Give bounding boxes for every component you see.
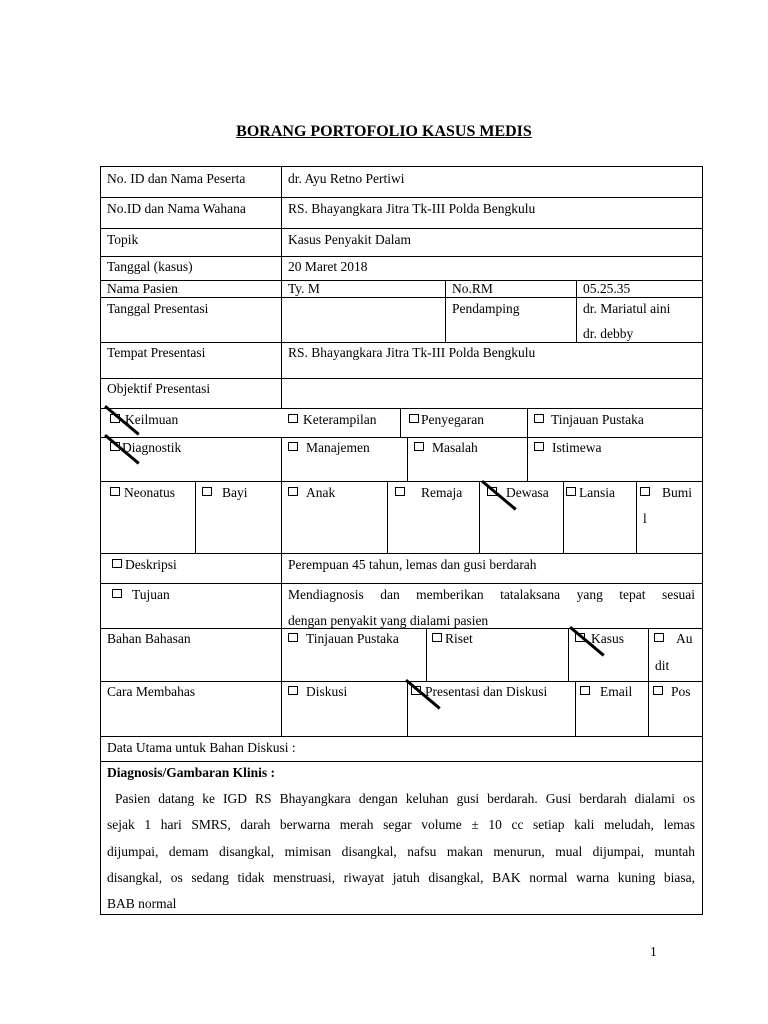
column-divider [407,681,408,736]
option-label: Presentasi dan Diskusi [425,684,548,699]
checkbox-icon [112,559,122,568]
option-label: Bumi [662,485,693,500]
checkbox-icon [534,442,544,451]
row-divider [100,583,703,584]
checkbox-anak[interactable] [288,485,335,501]
row-divider [100,197,703,198]
checkbox-icon [395,487,405,496]
column-divider [527,408,528,437]
option-label: Remaja [421,485,463,500]
label-tanggal-presentasi: Tanggal Presentasi [107,301,209,316]
page-number: 1 [650,944,657,959]
label-no-rm: No.RM [452,281,493,296]
option-label: Dewasa [506,485,549,500]
checkbox-icon [414,442,424,451]
value-pendamping-2: dr. debby [583,326,634,341]
label-bahan-bahasan: Bahan Bahasan [107,631,191,646]
column-divider [281,553,282,628]
option-label: Diskusi [306,684,348,699]
option-label: Riset [445,631,473,646]
checkbox-icon [580,686,590,695]
option-label: Anak [306,485,336,500]
column-divider [527,437,528,481]
label-tanggal: Tanggal (kasus) [107,259,193,274]
value-tujuan-line-2: dengan penyakit yang dialami pasien [288,613,489,628]
value-topik: Kasus Penyakit Dalam [288,232,411,247]
column-divider [281,481,282,553]
option-label: Penyegaran [421,412,484,427]
checkbox-diskusi[interactable] [288,684,347,700]
option-label: Tinjauan Pustaka [551,412,644,427]
checkbox-icon [112,589,122,598]
checkbox-manajemen[interactable] [288,440,370,456]
checkbox-icon [288,414,298,423]
option-label: Tujuan [132,587,170,602]
column-divider [648,628,649,681]
label-cara-membahas: Cara Membahas [107,684,196,699]
row-divider [100,437,703,438]
row-divider [100,297,703,298]
diagnosis-line: disangkal, os sedang tidak menstruasi, riwayat jatuh disangkal, BAK normal warna kuning biasa, [107,870,695,885]
column-divider [479,481,480,553]
diagnosis-line: sejak 1 hari SMRS, darah berwarna merah segar volume ± 10 cc setiap kali meludah, lemas [107,817,695,832]
checkbox-icon [653,686,663,695]
checkbox-icon [432,633,442,642]
column-divider [426,628,427,681]
column-divider [568,628,569,681]
value-tujuan-line-1: Mendiagnosis dan memberikan tatalaksana yang tepat sesuai [288,587,695,602]
row-divider [100,553,703,554]
option-label: Deskripsi [125,557,177,572]
row-divider [100,481,703,482]
option-label: Manajemen [306,440,370,455]
checkbox-icon [288,686,298,695]
checkbox-audit[interactable] [654,631,693,647]
option-label: Kasus [591,631,624,646]
checkbox-bayi[interactable] [202,485,248,501]
column-divider [387,481,388,553]
column-divider [407,437,408,481]
checkbox-icon [288,633,298,642]
column-divider [576,280,577,342]
checkbox-icon [640,487,650,496]
column-divider [281,628,282,736]
option-label: Bayi [222,485,248,500]
row-divider [100,736,703,737]
value-pendamping-1: dr. Mariatul aini [583,301,671,316]
checkbox-pos[interactable] [653,684,691,700]
checkbox-icon [110,487,120,496]
checkbox-icon [566,487,576,496]
row-divider [100,408,703,409]
row-divider [100,761,703,762]
checkbox-riset[interactable] [432,631,473,647]
checkbox-tujuan[interactable] [112,587,170,603]
label-objektif: Objektif Presentasi [107,381,211,396]
column-divider [281,437,282,481]
diagnosis-line: dijumpai, demam disangkal, mimisan disangkal, nafsu makan menurun, mual dijumpai, muntah [107,844,695,859]
column-divider [195,481,196,553]
label-topik: Topik [107,232,139,247]
checkbox-tinjauan-pustaka[interactable] [534,412,644,428]
row-divider [100,228,703,229]
checkbox-email[interactable] [580,684,632,700]
row-divider [100,681,703,682]
option-label: Masalah [432,440,478,455]
value-no-rm: 05.25.35 [583,281,631,296]
column-divider [445,280,446,342]
checkbox-icon [654,633,664,642]
checkbox-masalah[interactable] [414,440,478,456]
value-nama-pasien: Ty. M [288,281,320,296]
checkbox-presentasi-diskusi[interactable] [411,684,547,700]
column-divider [281,166,282,408]
checkbox-icon [409,414,419,423]
document-title: BORANG PORTOFOLIO KASUS MEDIS [236,123,532,140]
option-label: Au [676,631,693,646]
option-label-continued: l [643,511,647,526]
column-divider [400,408,401,437]
value-peserta: dr. Ayu Retno Pertiwi [288,171,405,186]
label-data-utama: Data Utama untuk Bahan Diskusi : [107,740,296,755]
option-label: Neonatus [124,485,175,500]
value-deskripsi: Perempuan 45 tahun, lemas dan gusi berdarah [288,557,537,572]
checkbox-neonatus[interactable] [110,485,175,501]
column-divider [575,681,576,736]
column-divider [563,481,564,553]
label-peserta: No. ID dan Nama Peserta [107,171,246,186]
checkbox-icon [288,487,298,496]
option-label: Keilmuan [125,412,179,427]
checkbox-lansia[interactable] [566,485,615,501]
diagnosis-line: Pasien datang ke IGD RS Bhayangkara dengan keluhan gusi berdarah. Gusi berdarah dialami os [115,791,695,806]
checkbox-keterampilan[interactable] [288,412,376,428]
value-wahana: RS. Bhayangkara Jitra Tk-III Polda Bengkulu [288,201,536,216]
column-divider [648,681,649,736]
option-label: Diagnostik [122,440,182,455]
option-label-continued: dit [655,658,670,673]
option-label: Lansia [579,485,615,500]
checkbox-tinjauan-pustaka-bahan[interactable] [288,631,399,647]
row-divider [100,256,703,257]
value-tanggal: 20 Maret 2018 [288,259,368,274]
column-divider [636,481,637,553]
checkbox-istimewa[interactable] [534,440,602,456]
checkbox-penyegaran[interactable] [409,412,484,428]
checkbox-deskripsi[interactable] [112,557,177,573]
row-divider [100,342,703,343]
option-label: Istimewa [552,440,602,455]
checkbox-icon [202,487,212,496]
checkbox-icon [534,414,544,423]
value-tempat: RS. Bhayangkara Jitra Tk-III Polda Bengkulu [288,345,536,360]
checkbox-icon [288,442,298,451]
label-wahana: No.ID dan Nama Wahana [107,201,246,216]
option-label: Tinjauan Pustaka [306,631,399,646]
option-label: Keterampilan [303,412,377,427]
option-label: Email [600,684,633,699]
diagnosis-line: BAB normal [107,896,177,911]
checkbox-bumil[interactable] [640,485,692,501]
label-pendamping: Pendamping [452,301,520,316]
label-tempat: Tempat Presentasi [107,345,206,360]
row-divider [100,378,703,379]
checkbox-remaja[interactable] [395,485,462,501]
option-label: Pos [671,684,691,699]
diagnosis-heading: Diagnosis/Gambaran Klinis : [107,765,276,780]
label-nama-pasien: Nama Pasien [107,281,178,296]
